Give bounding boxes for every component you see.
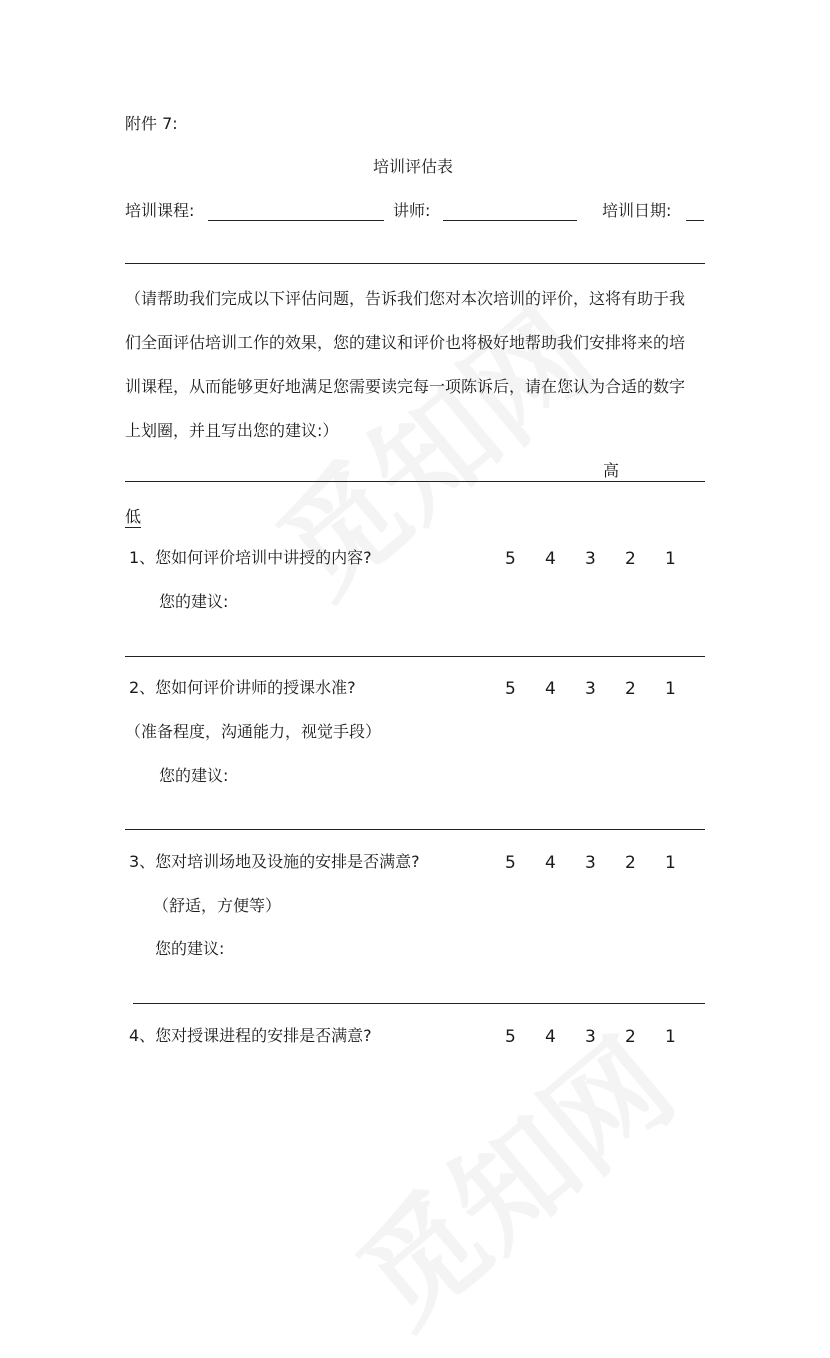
question-text: 1、您如何评价培训中讲授的内容? (129, 548, 372, 567)
attachment-label: 附件 7: (125, 114, 178, 133)
rating-option[interactable]: 1 (665, 679, 676, 699)
question-note: （舒适，方便等） (153, 896, 282, 915)
rating-option[interactable]: 1 (665, 1027, 676, 1047)
question-text: 2、您如何评价讲师的授课水准? (129, 678, 356, 697)
rating-option[interactable]: 2 (625, 679, 636, 699)
rating-options (505, 853, 705, 873)
instructions-line: （请帮助我们完成以下评估问题，告诉我们您对本次培训的评价，这将有助于我 (125, 289, 686, 308)
rating-option[interactable]: 2 (625, 1027, 636, 1047)
rating-option[interactable]: 1 (665, 549, 676, 569)
scale-low-label: 低 (125, 507, 142, 526)
suggestion-line[interactable] (125, 656, 705, 657)
course-field[interactable] (208, 206, 384, 221)
rating-option[interactable]: 3 (585, 853, 596, 873)
question-text: 4、您对授课进程的安排是否满意? (129, 1026, 372, 1045)
watermark-bottom (317, 994, 703, 1357)
rating-option[interactable]: 2 (625, 853, 636, 873)
instructor-field[interactable] (443, 206, 577, 221)
date-label: 培训日期: (602, 201, 672, 220)
divider (125, 481, 705, 482)
rating-options (505, 1027, 705, 1047)
rating-option[interactable]: 4 (545, 549, 556, 569)
rating-option[interactable]: 4 (545, 853, 556, 873)
divider (125, 263, 705, 264)
instructions (125, 277, 715, 453)
course-label: 培训课程: (125, 201, 195, 220)
question-note: （准备程度，沟通能力，视觉手段） (125, 722, 382, 741)
rating-option[interactable]: 5 (505, 853, 516, 873)
instructions-line: 们全面评估培训工作的效果，您的建议和评价也将极好地帮助我们安排将来的培 (125, 333, 686, 352)
rating-options (505, 549, 705, 569)
rating-option[interactable]: 3 (585, 549, 596, 569)
rating-option[interactable]: 5 (505, 549, 516, 569)
rating-option[interactable]: 4 (545, 679, 556, 699)
instructions-line: 上划圈，并且写出您的建议:） (125, 421, 339, 440)
rating-option[interactable]: 4 (545, 1027, 556, 1047)
suggestion-line[interactable] (133, 1003, 705, 1004)
instructions-line: 训课程，从而能够更好地满足您需要读完每一项陈诉后，请在您认为合适的数字 (125, 377, 686, 396)
rating-option[interactable]: 3 (585, 1027, 596, 1047)
rating-option[interactable]: 2 (625, 549, 636, 569)
page-title: 培训评估表 (373, 157, 454, 176)
suggestion-label: 您的建议: (155, 939, 225, 958)
rating-option[interactable]: 5 (505, 679, 516, 699)
rating-option[interactable]: 3 (585, 679, 596, 699)
scale-high-label: 高 (603, 461, 620, 480)
suggestion-label: 您的建议: (159, 766, 229, 785)
instructor-label: 讲师: (393, 201, 431, 220)
rating-option[interactable]: 1 (665, 853, 676, 873)
rating-options (505, 679, 705, 699)
suggestion-label: 您的建议: (159, 592, 229, 611)
date-field[interactable] (686, 206, 704, 221)
rating-option[interactable]: 5 (505, 1027, 516, 1047)
suggestion-line[interactable] (125, 829, 705, 830)
question-text: 3、您对培训场地及设施的安排是否满意? (129, 852, 420, 871)
